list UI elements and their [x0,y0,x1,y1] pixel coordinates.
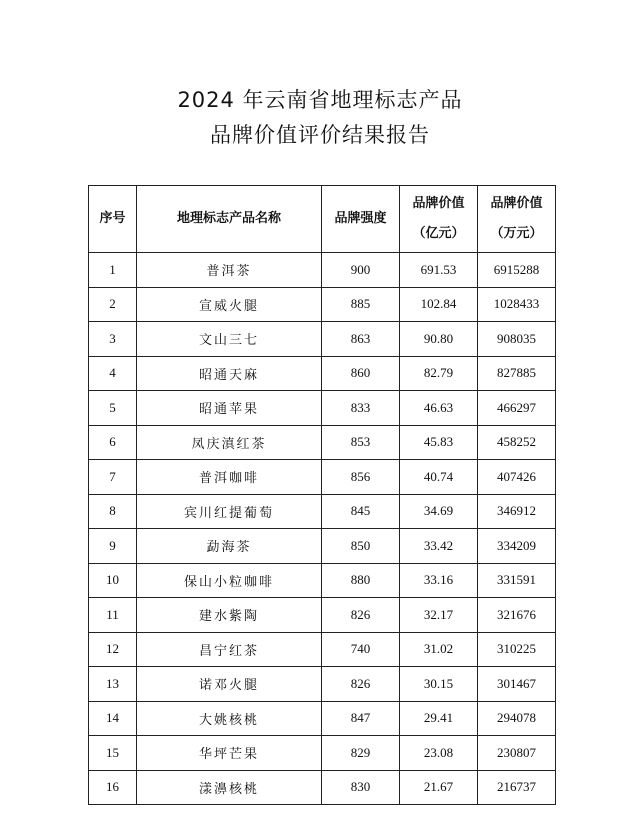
cell-product-name: 宾川红提葡萄 [137,494,322,529]
cell-value-wan: 1028433 [478,287,556,322]
table-row [89,356,556,391]
cell-product-name: 建水紫陶 [137,598,322,633]
cell-brand-strength: 856 [322,460,400,495]
cell-index: 11 [89,598,137,633]
cell-brand-strength: 833 [322,391,400,426]
cell-value-wan: 466297 [478,391,556,426]
cell-index: 15 [89,736,137,771]
cell-brand-strength: 847 [322,701,400,736]
cell-product-name: 保山小粒咖啡 [137,563,322,598]
cell-brand-strength: 863 [322,322,400,357]
cell-index: 9 [89,529,137,564]
cell-value-yi: 29.41 [400,701,478,736]
cell-index: 16 [89,770,137,805]
cell-brand-strength: 826 [322,598,400,633]
table-row [89,632,556,667]
cell-product-name: 普洱咖啡 [137,460,322,495]
table-row [89,391,556,426]
cell-product-name: 华坪芒果 [137,736,322,771]
header-value-yi [400,186,478,253]
cell-product-name: 昭通天麻 [137,356,322,391]
cell-brand-strength: 850 [322,529,400,564]
table-row [89,494,556,529]
table-header-row [89,186,556,253]
header-strength: 品牌强度 [322,186,400,253]
cell-value-yi: 32.17 [400,598,478,633]
cell-value-yi: 45.83 [400,425,478,460]
table-row [89,322,556,357]
cell-value-wan: 321676 [478,598,556,633]
header-value-wan [478,186,556,253]
cell-value-yi: 691.53 [400,253,478,288]
cell-value-wan: 334209 [478,529,556,564]
header-value-wan-label: 品牌价值 [490,196,543,211]
cell-product-name: 勐海茶 [137,529,322,564]
cell-value-yi: 23.08 [400,736,478,771]
header-index: 序号 [89,186,137,253]
cell-brand-strength: 826 [322,667,400,702]
cell-value-wan: 294078 [478,701,556,736]
cell-value-yi: 31.02 [400,632,478,667]
cell-index: 10 [89,563,137,598]
header-value-yi-label: 品牌价值 [412,196,465,211]
cell-product-name: 凤庆滇红茶 [137,425,322,460]
cell-index: 5 [89,391,137,426]
cell-brand-strength: 830 [322,770,400,805]
header-value-wan-unit: （万元） [490,226,543,241]
table-row [89,598,556,633]
cell-product-name: 大姚核桃 [137,701,322,736]
cell-value-wan: 6915288 [478,253,556,288]
cell-value-yi: 90.80 [400,322,478,357]
report-title-line1: 2024 年云南省地理标志产品 [177,88,463,112]
table-row [89,253,556,288]
cell-product-name: 普洱茶 [137,253,322,288]
cell-value-wan: 346912 [478,494,556,529]
table-row [89,770,556,805]
cell-product-name: 漾濞核桃 [137,770,322,805]
cell-index: 4 [89,356,137,391]
cell-brand-strength: 829 [322,736,400,771]
cell-brand-strength: 845 [322,494,400,529]
cell-value-yi: 33.16 [400,563,478,598]
cell-value-yi: 33.42 [400,529,478,564]
cell-value-wan: 908035 [478,322,556,357]
cell-value-yi: 34.69 [400,494,478,529]
cell-index: 14 [89,701,137,736]
table-row [89,529,556,564]
cell-index: 12 [89,632,137,667]
cell-value-yi: 82.79 [400,356,478,391]
table-row [89,736,556,771]
table-row [89,701,556,736]
cell-brand-strength: 900 [322,253,400,288]
cell-index: 6 [89,425,137,460]
cell-value-yi: 46.63 [400,391,478,426]
cell-index: 7 [89,460,137,495]
cell-value-wan: 331591 [478,563,556,598]
cell-value-wan: 301467 [478,667,556,702]
cell-value-wan: 230807 [478,736,556,771]
cell-product-name: 昭通苹果 [137,391,322,426]
cell-product-name: 宣威火腿 [137,287,322,322]
cell-value-yi: 21.67 [400,770,478,805]
cell-value-yi: 40.74 [400,460,478,495]
cell-index: 13 [89,667,137,702]
cell-product-name: 诺邓火腿 [137,667,322,702]
table-row [89,460,556,495]
table-row [89,563,556,598]
cell-brand-strength: 885 [322,287,400,322]
cell-index: 3 [89,322,137,357]
cell-brand-strength: 740 [322,632,400,667]
cell-product-name: 文山三七 [137,322,322,357]
report-title-line2: 品牌价值评价结果报告 [210,123,430,147]
cell-value-yi: 102.84 [400,287,478,322]
table-row [89,287,556,322]
cell-value-yi: 30.15 [400,667,478,702]
cell-index: 1 [89,253,137,288]
brand-value-table [88,185,556,805]
cell-brand-strength: 853 [322,425,400,460]
cell-brand-strength: 880 [322,563,400,598]
table-body [89,253,556,805]
table-row [89,425,556,460]
header-value-yi-unit: （亿元） [412,226,465,241]
table-row [89,667,556,702]
cell-value-wan: 216737 [478,770,556,805]
cell-product-name: 昌宁红茶 [137,632,322,667]
cell-brand-strength: 860 [322,356,400,391]
cell-index: 8 [89,494,137,529]
cell-value-wan: 407426 [478,460,556,495]
cell-value-wan: 827885 [478,356,556,391]
cell-value-wan: 458252 [478,425,556,460]
cell-index: 2 [89,287,137,322]
header-name: 地理标志产品名称 [137,186,322,253]
cell-value-wan: 310225 [478,632,556,667]
